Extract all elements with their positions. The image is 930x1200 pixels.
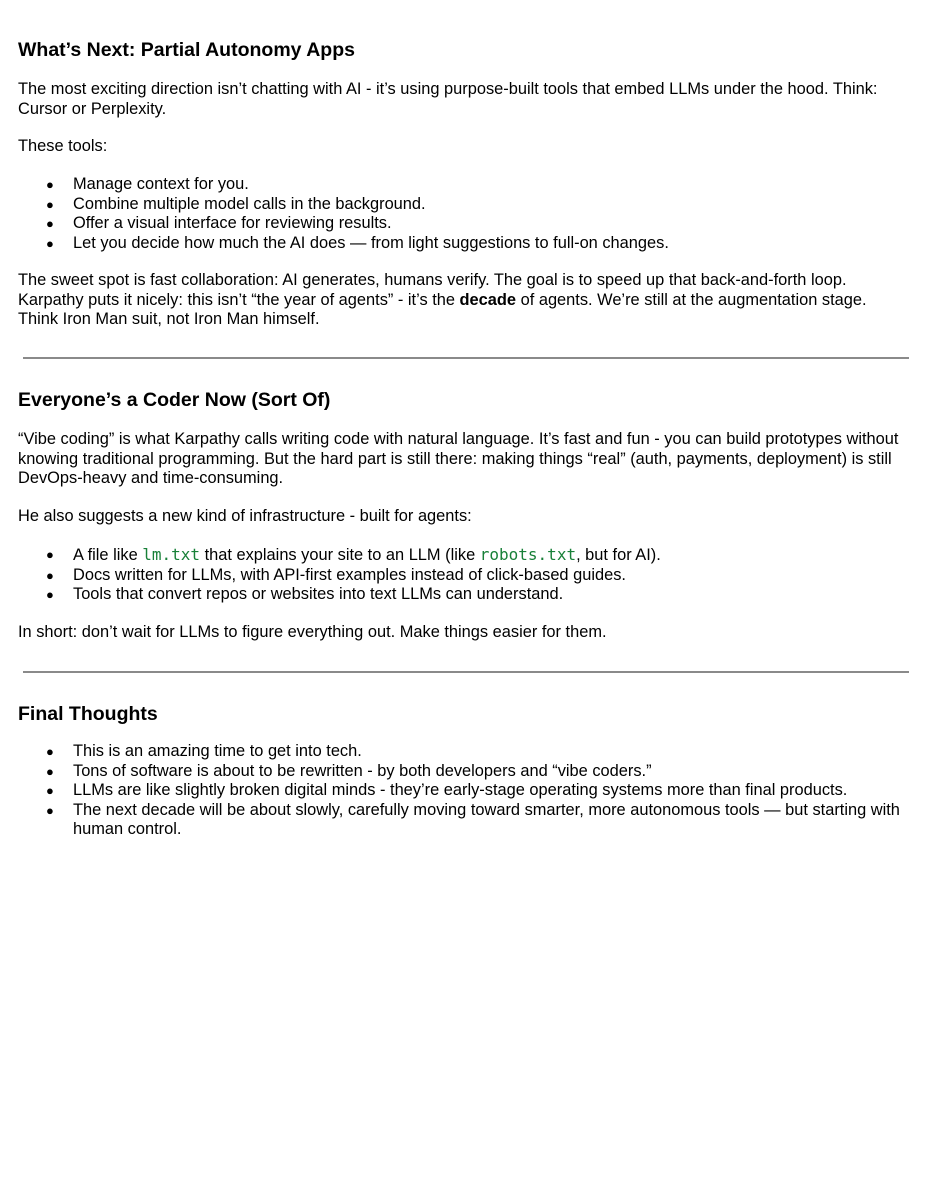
list-item: ● Manage context for you. — [18, 175, 910, 195]
list-item: ● Offer a visual interface for reviewing results. — [18, 214, 910, 234]
list-item: ● Combine multiple model calls in the background. — [18, 195, 910, 215]
section2-intro-paragraph: “Vibe coding” is what Karpathy calls writing code with natural language. It’s fast and fun - you can build prototypes without knowing traditional programming. But the hard part is still there: making things “real” (auth, payments, deployment) is still DevOps-heavy and time-consuming. — [18, 430, 899, 487]
section1-tools-lead: These tools: — [18, 137, 108, 155]
closing-text-part: of agents. We’re still at the augmentation stage. Think Iron Man suit, not Iron Man himself. — [18, 290, 867, 328]
section-divider — [23, 357, 909, 359]
section1-intro-paragraph: The most exciting direction isn’t chatting with AI - it’s using purpose-built tools that embed LLMs under the hood. Think: Cursor or Perplexity. — [18, 80, 878, 118]
section1-closing-paragraph — [18, 271, 910, 330]
list-item: ● The next decade will be about slowly, carefully moving toward smarter, more autonomous tools — but starting with human control. — [18, 801, 910, 840]
inline-code-robots-txt: robots.txt — [479, 545, 577, 564]
closing-text-part: The sweet spot is fast collaboration: AI generates, humans verify. The goal is to speed up that back-and-forth loop. Karpathy puts it nicely: this isn’t “the year of agents” - it’s the — [18, 271, 847, 309]
section2-infra-lead: He also suggests a new kind of infrastructure - built for agents: — [18, 507, 472, 525]
section-heading-final-thoughts: Final Thoughts — [18, 703, 158, 725]
emphasis-decade: decade — [459, 290, 517, 309]
section-heading-partial-autonomy: What’s Next: Partial Autonomy Apps — [18, 39, 355, 61]
list-item: ● Let you decide how much the AI does — from light suggestions to full-on changes. — [18, 234, 910, 254]
list-item: ● Tools that convert repos or websites into text LLMs can understand. — [18, 585, 910, 605]
list-item: ● LLMs are like slightly broken digital minds - they’re early-stage operating systems more than final products. — [18, 781, 910, 801]
section2-closing-paragraph: In short: don’t wait for LLMs to figure everything out. Make things easier for them. — [18, 623, 607, 641]
section2-bullet-list — [18, 545, 910, 605]
list-item: ● Tons of software is about to be rewritten - by both developers and “vibe coders.” — [18, 762, 910, 782]
section3-bullet-list — [18, 742, 910, 840]
list-item: ● Docs written for LLMs, with API-first examples instead of click-based guides. — [18, 566, 910, 586]
list-item: ● This is an amazing time to get into tech. — [18, 742, 910, 762]
section-heading-everyone-coder: Everyone’s a Coder Now (Sort Of) — [18, 389, 331, 411]
section-divider — [23, 671, 909, 673]
list-item — [18, 545, 910, 566]
section1-bullet-list — [18, 175, 910, 253]
inline-code-lm-txt: lm.txt — [142, 545, 201, 564]
bullet-text-part: A file like — [73, 546, 143, 564]
bullet-text-part: , but for AI). — [576, 546, 661, 564]
bullet-text-part: that explains your site to an LLM (like — [200, 546, 480, 564]
